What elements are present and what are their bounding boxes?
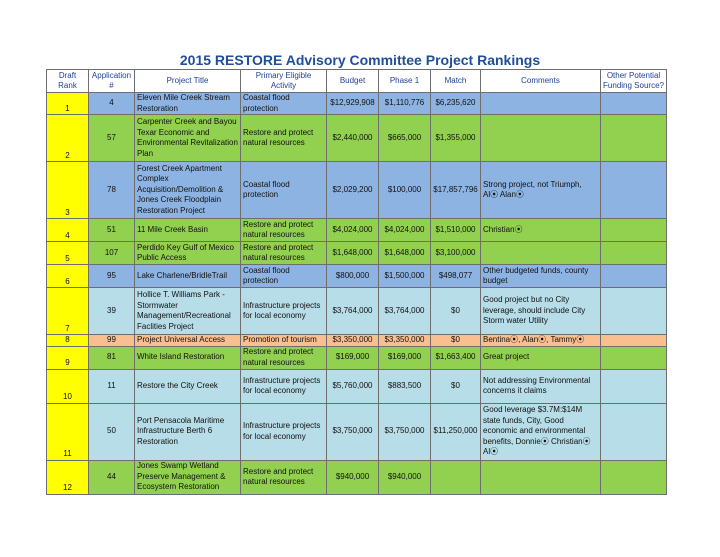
header-other-funding: Other Potential Funding Source? [601,70,667,93]
application-cell: 39 [89,288,135,335]
application-cell: 51 [89,219,135,242]
phase1-cell: $100,000 [379,162,431,219]
match-cell: $0 [431,288,481,335]
application-cell: 107 [89,242,135,265]
application-cell: 4 [89,93,135,115]
project-title-cell: White Island Restoration [135,346,241,369]
page-title: 2015 RESTORE Advisory Committee Project Rankings [179,52,541,68]
phase1-cell: $3,764,000 [379,288,431,335]
match-cell: $1,510,000 [431,219,481,242]
phase1-cell: $1,110,776 [379,93,431,115]
comments-cell [481,460,601,494]
other-funding-cell [601,219,667,242]
table-row [47,460,667,494]
header-budget: Budget [327,70,379,93]
phase1-cell: $1,648,000 [379,242,431,265]
activity-cell: Restore and protect natural resources [241,346,327,369]
phase1-cell: $3,350,000 [379,335,431,347]
header-comments: Comments [481,70,601,93]
table-row [47,403,667,460]
match-cell: $1,355,000 [431,115,481,162]
project-title-cell: Perdido Key Gulf of Mexico Public Access [135,242,241,265]
project-title-cell: 11 Mile Creek Basin [135,219,241,242]
phase1-cell: $940,000 [379,460,431,494]
comments-cell [481,115,601,162]
comments-cell: Bentina⦿, Alan⦿, Tammy⦿ [481,335,601,347]
match-cell: $11,250,000 [431,403,481,460]
application-cell: 57 [89,115,135,162]
table-row [47,346,667,369]
application-cell: 11 [89,369,135,403]
other-funding-cell [601,93,667,115]
activity-cell: Coastal flood protection [241,265,327,288]
project-title-cell: Port Pensacola Maritime Infrastructure Berth 6 Restoration [135,403,241,460]
comments-cell [481,93,601,115]
project-title-cell: Forest Creek Apartment Complex Acquisition/Demolition & Jones Creek Floodplain Restoration Project [135,162,241,219]
activity-cell: Infrastructure projects for local economy [241,369,327,403]
other-funding-cell [601,460,667,494]
comments-cell: Not addressing Environmental concerns it claims [481,369,601,403]
project-title-cell: Project Universal Access [135,335,241,347]
other-funding-cell [601,369,667,403]
table-row [47,369,667,403]
activity-cell: Restore and protect natural resources [241,219,327,242]
header-draft-rank: Draft Rank [47,70,89,93]
application-cell: 95 [89,265,135,288]
rank-cell: 1 [47,93,89,115]
rank-cell: 2 [47,115,89,162]
budget-cell: $169,000 [327,346,379,369]
header-row [47,70,667,93]
project-title-cell: Jones Swamp Wetland Preserve Management & Ecosystem Restoration [135,460,241,494]
rank-cell: 10 [47,369,89,403]
rank-cell: 9 [47,346,89,369]
budget-cell: $2,029,200 [327,162,379,219]
phase1-cell: $1,500,000 [379,265,431,288]
table-row [47,93,667,115]
phase1-cell: $883,500 [379,369,431,403]
budget-cell: $5,760,000 [327,369,379,403]
other-funding-cell [601,162,667,219]
other-funding-cell [601,242,667,265]
phase1-cell: $3,750,000 [379,403,431,460]
other-funding-cell [601,403,667,460]
comments-cell: Great project [481,346,601,369]
comments-cell: Christian⦿ [481,219,601,242]
budget-cell: $12,929,908 [327,93,379,115]
project-title-cell: Carpenter Creek and Bayou Texar Economic and Environmental Revitalization Plan [135,115,241,162]
rankings-table [46,69,667,495]
table-row [47,115,667,162]
activity-cell: Restore and protect natural resources [241,115,327,162]
match-cell: $0 [431,369,481,403]
application-cell: 99 [89,335,135,347]
budget-cell: $2,440,000 [327,115,379,162]
activity-cell: Infrastructure projects for local economy [241,403,327,460]
header-application: Application # [89,70,135,93]
rank-cell: 4 [47,219,89,242]
rank-cell: 8 [47,335,89,347]
table-row [47,219,667,242]
match-cell: $6,235,620 [431,93,481,115]
other-funding-cell [601,288,667,335]
header-project-title: Project Title [135,70,241,93]
rank-cell: 7 [47,288,89,335]
table-row [47,162,667,219]
activity-cell: Restore and protect natural resources [241,242,327,265]
other-funding-cell [601,335,667,347]
match-cell: $498,077 [431,265,481,288]
comments-cell: Good project but no City leverage, should include City Storm water Utility [481,288,601,335]
comments-cell: Strong project, not Triumph, Al⦿ Alan⦿ [481,162,601,219]
budget-cell: $1,648,000 [327,242,379,265]
header-activity: Primary Eligible Activity [241,70,327,93]
activity-cell: Promotion of tourism [241,335,327,347]
match-cell: $1,663,400 [431,346,481,369]
activity-cell: Coastal flood protection [241,93,327,115]
activity-cell: Coastal flood protection [241,162,327,219]
phase1-cell: $169,000 [379,346,431,369]
header-phase1: Phase 1 [379,70,431,93]
table-row [47,242,667,265]
budget-cell: $4,024,000 [327,219,379,242]
comments-cell: Other budgeted funds, county budget [481,265,601,288]
match-cell: $0 [431,335,481,347]
application-cell: 81 [89,346,135,369]
match-cell [431,460,481,494]
rank-cell: 6 [47,265,89,288]
rank-cell: 12 [47,460,89,494]
table-row [47,265,667,288]
rank-cell: 3 [47,162,89,219]
activity-cell: Infrastructure projects for local economy [241,288,327,335]
phase1-cell: $665,000 [379,115,431,162]
comments-cell [481,242,601,265]
match-cell: $3,100,000 [431,242,481,265]
budget-cell: $940,000 [327,460,379,494]
budget-cell: $3,350,000 [327,335,379,347]
table-row [47,335,667,347]
activity-cell: Restore and protect natural resources [241,460,327,494]
table-row [47,288,667,335]
match-cell: $17,857,796 [431,162,481,219]
phase1-cell: $4,024,000 [379,219,431,242]
project-title-cell: Hollice T. Williams Park - Stormwater Management/Recreational Faclities Project [135,288,241,335]
comments-cell: Good leverage $3.7M:$14M state funds, City, Good economic and environmental benefits, Donnie⦿ Christian⦿ Al⦿ [481,403,601,460]
other-funding-cell [601,115,667,162]
rank-cell: 11 [47,403,89,460]
other-funding-cell [601,346,667,369]
application-cell: 78 [89,162,135,219]
other-funding-cell [601,265,667,288]
application-cell: 44 [89,460,135,494]
rank-cell: 5 [47,242,89,265]
budget-cell: $3,750,000 [327,403,379,460]
project-title-cell: Restore the City Creek [135,369,241,403]
budget-cell: $800,000 [327,265,379,288]
header-match: Match [431,70,481,93]
application-cell: 50 [89,403,135,460]
project-title-cell: Lake Charlene/BridleTrail [135,265,241,288]
project-title-cell: Eleven Mile Creek Stream Restoration [135,93,241,115]
budget-cell: $3,764,000 [327,288,379,335]
